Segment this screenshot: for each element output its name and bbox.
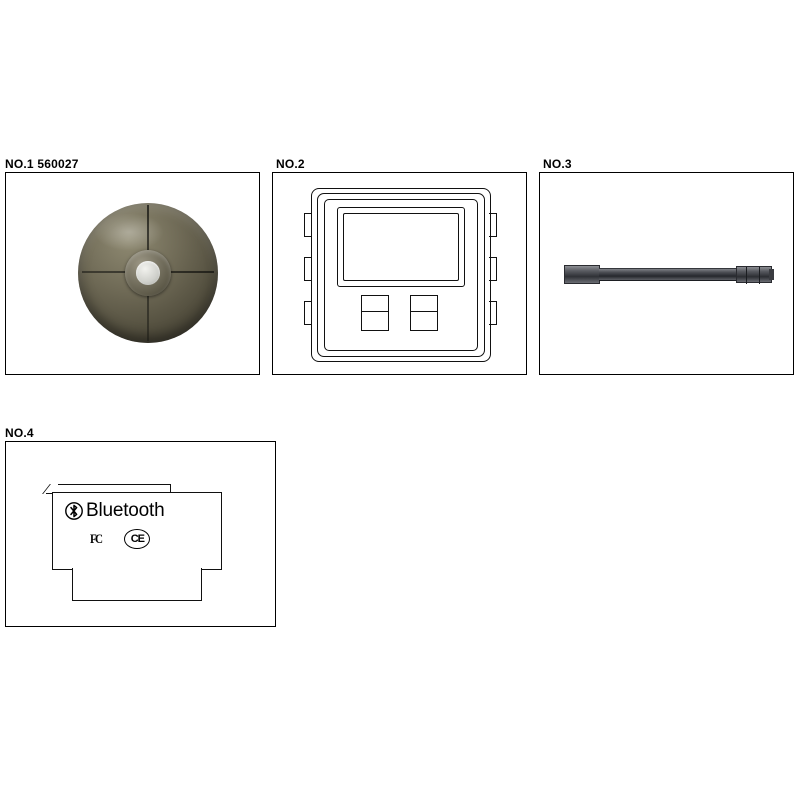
faceplate-tab-left-1 xyxy=(304,213,312,237)
ce-mark: CE xyxy=(124,529,150,549)
fcc-mark: FC xyxy=(90,531,102,546)
bit-tip xyxy=(736,266,772,283)
puck-highlight xyxy=(94,213,164,251)
puck-center-dot xyxy=(136,261,160,285)
module-connector-footprint xyxy=(72,568,202,601)
screwdriver-bit-icon xyxy=(564,265,772,284)
panel-label-no1: NO.1 560027 xyxy=(5,157,79,171)
module-certification-marks xyxy=(89,529,150,549)
faceplate-tab-left-2 xyxy=(304,257,312,281)
module-brand-row xyxy=(65,501,165,521)
faceplate-button-right xyxy=(410,295,438,331)
bluetooth-icon xyxy=(65,501,83,521)
faceplate-tab-right-3 xyxy=(489,301,497,325)
faceplate-tab-right-1 xyxy=(489,213,497,237)
bit-shaft xyxy=(599,268,739,281)
panel-no3 xyxy=(539,172,794,375)
faceplate-button-left xyxy=(361,295,389,331)
panel-no4 xyxy=(5,441,276,627)
panel-label-no2: NO.2 xyxy=(276,157,305,171)
faceplate-tab-left-3 xyxy=(304,301,312,325)
bit-end xyxy=(769,269,774,280)
panel-no1 xyxy=(5,172,260,375)
panel-label-no3: NO.3 xyxy=(543,157,572,171)
bit-hex-shank xyxy=(564,265,600,284)
faceplate-tab-right-2 xyxy=(489,257,497,281)
panel-label-no4: NO.4 xyxy=(5,426,34,440)
module-brand-text: Bluetooth xyxy=(86,500,165,521)
round-bluetooth-button-icon xyxy=(78,203,218,343)
panel-no2 xyxy=(272,172,527,375)
antenna-top-line xyxy=(58,484,171,485)
module-body xyxy=(52,492,222,570)
faceplate-screen-inner xyxy=(343,213,459,281)
